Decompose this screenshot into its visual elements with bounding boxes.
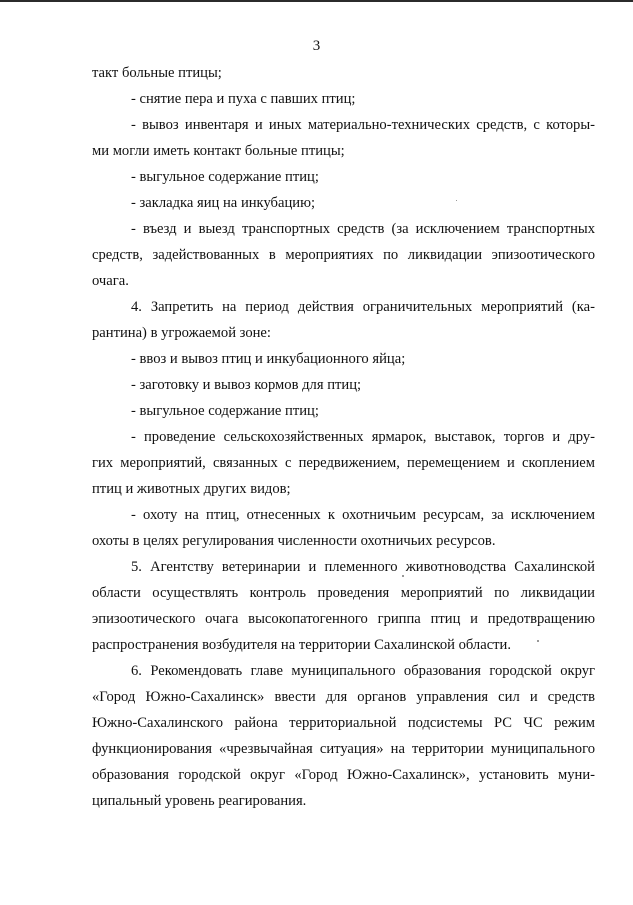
list-item: - заготовку и вывоз кормов для птиц; bbox=[131, 377, 362, 393]
scan-speck bbox=[456, 200, 457, 201]
text-line: очага. bbox=[92, 273, 129, 289]
page-number: 3 bbox=[312, 38, 321, 54]
text-line: «Город Южно-Сахалинск» ввести для органов управления сил и средств bbox=[92, 689, 595, 705]
text-line: птиц и животных других видов; bbox=[92, 481, 291, 497]
text-line: рантина) в угрожаемой зоне: bbox=[92, 325, 271, 341]
scan-speck bbox=[402, 575, 404, 577]
text-line: средств, задействованных в мероприятиях по ликвидации эпизоотического bbox=[92, 247, 595, 263]
list-item: - ввоз и вывоз птиц и инкубационного яйца; bbox=[131, 351, 406, 367]
text-line: функционирования «чрезвычайная ситуация» на территории муниципального bbox=[92, 741, 595, 757]
text-line: Южно-Сахалинского района территориальной подсистемы РС ЧС режим bbox=[92, 715, 595, 731]
list-item: - снятие пера и пуха с павших птиц; bbox=[131, 91, 356, 107]
text-line: ципальный уровень реагирования. bbox=[92, 793, 307, 809]
text-line: гих мероприятий, связанных с передвижением, перемещением и скоплением bbox=[92, 455, 595, 471]
text-line: такт больные птицы; bbox=[92, 65, 222, 81]
list-item: - выгульное содержание птиц; bbox=[131, 169, 319, 185]
scan-speck bbox=[537, 640, 539, 642]
text-line: области осуществлять контроль проведения мероприятий по ликвидации bbox=[92, 585, 595, 601]
paragraph-5-start: 5. Агентству ветеринарии и племенного животноводства Сахалинской bbox=[131, 559, 595, 575]
text-line: ми могли иметь контакт больные птицы; bbox=[92, 143, 345, 159]
paragraph-6-start: 6. Рекомендовать главе муниципального образования городской округ bbox=[131, 663, 595, 679]
list-item: - въезд и выезд транспортных средств (за исключением транспортных bbox=[131, 221, 595, 237]
list-item: - охоту на птиц, отнесенных к охотничьим ресурсам, за исключением bbox=[131, 507, 595, 523]
page-top-edge bbox=[0, 0, 633, 2]
list-item: - проведение сельскохозяйственных ярмарок, выставок, торгов и дру- bbox=[131, 429, 595, 445]
text-line: эпизоотического очага высокопатогенного гриппа птиц и предотвращению bbox=[92, 611, 595, 627]
text-line: распространения возбудителя на территории Сахалинской области. bbox=[92, 637, 512, 653]
list-item: - выгульное содержание птиц; bbox=[131, 403, 319, 419]
text-line: охоты в целях регулирования численности охотничьих ресурсов. bbox=[92, 533, 496, 549]
list-item: - закладка яиц на инкубацию; bbox=[131, 195, 316, 211]
paragraph-4-start: 4. Запретить на период действия ограничительных мероприятий (ка- bbox=[131, 299, 595, 315]
list-item: - вывоз инвентаря и иных материально-технических средств, с которы- bbox=[131, 117, 595, 133]
text-line: образования городской округ «Город Южно-Сахалинск», установить муни- bbox=[92, 767, 595, 783]
